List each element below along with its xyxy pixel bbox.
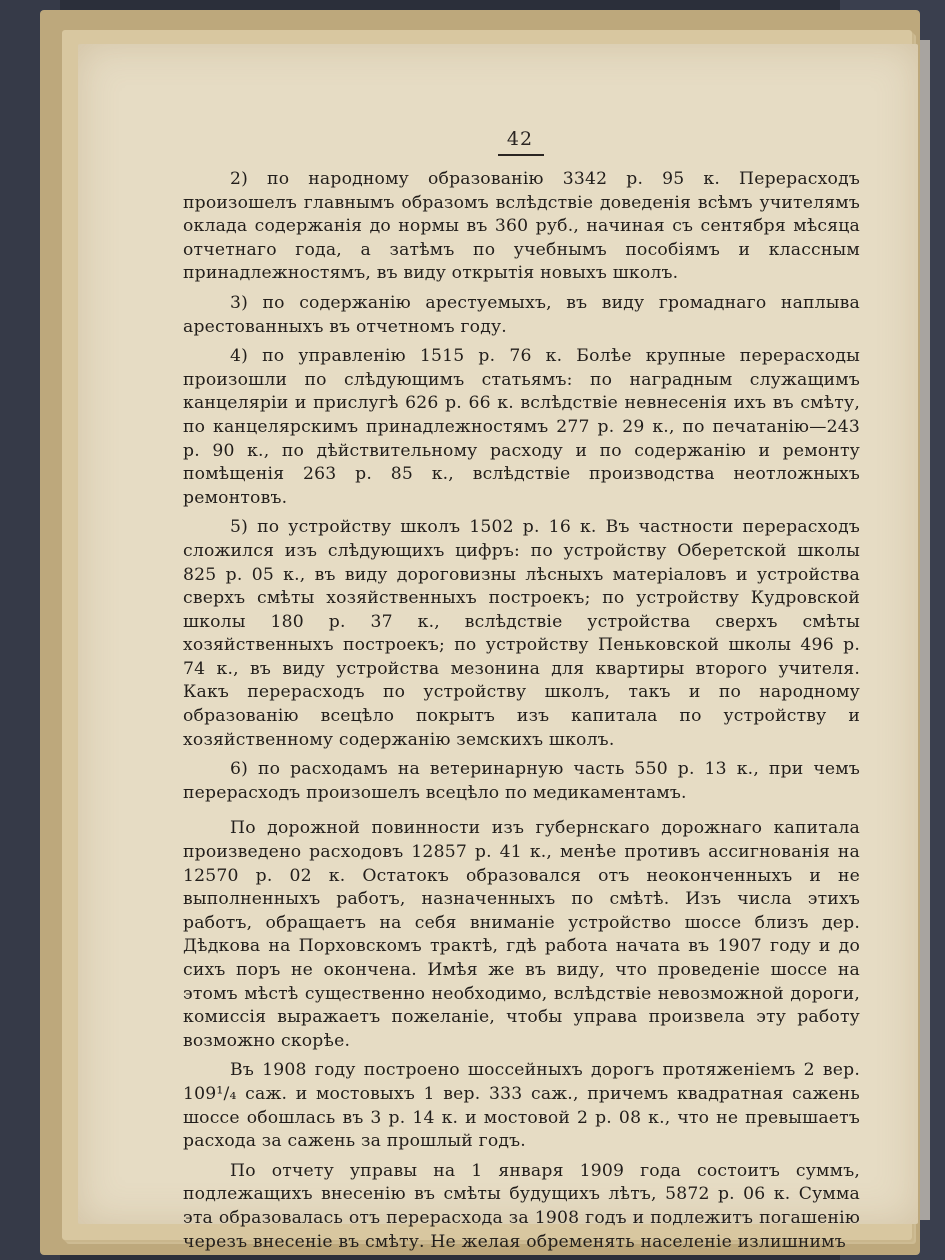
page-number-underline <box>498 154 544 156</box>
paragraph-education: 2) по народному образованію 3342 р. 95 к. Перерасходъ произошелъ главнымъ образомъ вслѣдствіе доведенія всѣмъ учителямъ оклада содержанія до нормы въ 360 руб., начиная съ сентября мѣсяца отчетнаго года, а затѣмъ по учебнымъ пособіямъ и классным принадлежностямъ, въ виду открытія новыхъ школъ. <box>183 169 860 284</box>
paragraph-veterinary: 6) по расходамъ на ветеринарную часть 550 р. 13 к., при чемъ перерасходъ произошелъ всецѣло по медикаментамъ. <box>183 759 860 803</box>
paragraph-highways: Въ 1908 году построено шоссейныхъ дорогъ протяженіемъ 2 вер. 109¹/₄ саж. и мостовыхъ 1 вер. 333 саж., причемъ квадратная сажень шоссе обошлась въ 3 р. 14 к. и мостовой 2 р. 08 к., что не превышаетъ расхода за сажень за прошлый годъ. <box>183 1060 860 1152</box>
page-body <box>183 168 860 1260</box>
page-number: 42 <box>506 128 534 150</box>
paragraph-report: По отчету управы на 1 января 1909 года состоитъ суммъ, подлежащихъ внесенію въ смѣты будущихъ лѣтъ, 5872 р. 06 к. Сумма эта образовалась отъ перерасхода за 1908 годъ и подлежитъ погашенію черезъ внесеніе въ смѣту. Не желая обременять населеніе излишнимъ <box>183 1160 860 1252</box>
paragraph-roads: По дорожной повинности изъ губернскаго дорожнаго капитала произведено расходовъ 12857 р. 41 к., менѣе противъ ассигнованія на 12570 р. 02 к. Остатокъ образовался отъ неоконченныхъ и не выполненныхъ работъ, назначенныхъ по смѣтѣ. Изъ числа этихъ работъ, обращаетъ на себя вниманіе устройство шоссе близъ дер. Дѣдкова на Порховскомъ трактѣ, гдѣ работа начата въ 1907 году и до сихъ поръ не окончена. Имѣя же въ виду, что проведеніе шоссе на этомъ мѣстѣ существенно необходимо, вслѣдствіе невозможной дороги, комиссія выражаетъ пожеланіе, чтобы управа произвела эту работу возможно скорѣе. <box>183 818 860 1051</box>
paragraph-administration: 4) по управленію 1515 р. 76 к. Болѣе крупные перерасходы произошли по слѣдующимъ статьямъ: по наградным служащимъ канцеляріи и прислугѣ 626 р. 66 к. вслѣдствіе невнесенія ихъ въ смѣту, по канцелярскимъ принадлежностямъ 277 р. 29 к., по печатанію—243 р. 90 к., по дѣйствительному расходу и по содержанію и ремонту помѣщенія 263 р. 85 к., вслѣдствіе производства неотложныхъ ремонтовъ. <box>183 346 860 508</box>
paragraph-arrested: 3) по содержанію арестуемыхъ, въ виду громаднаго наплыва арестованныхъ въ отчетномъ году. <box>183 292 860 337</box>
paragraph-schools: 5) по устройству школъ 1502 р. 16 к. Въ частности перерасходъ сложился изъ слѣдующихъ цифръ: по устройству Оберетской школы 825 р. 05 к., въ виду дороговизны лѣсныхъ матеріаловъ и устройства сверхъ смѣты хозяйственныхъ построекъ; по устройству Кудровской школы 180 р. 37 к., вслѣдствіе устройства сверхъ смѣты хозяйственныхъ построекъ; по устройству Пеньковской школы 496 р. 74 к., въ виду устройства мезонина для квартиры второго учителя. Какъ перерасходъ по устройству школъ, такъ и по народному образованію всецѣло покрытъ изъ капитала по устройству и хозяйственному содержанію земскихъ школъ. <box>183 517 860 750</box>
